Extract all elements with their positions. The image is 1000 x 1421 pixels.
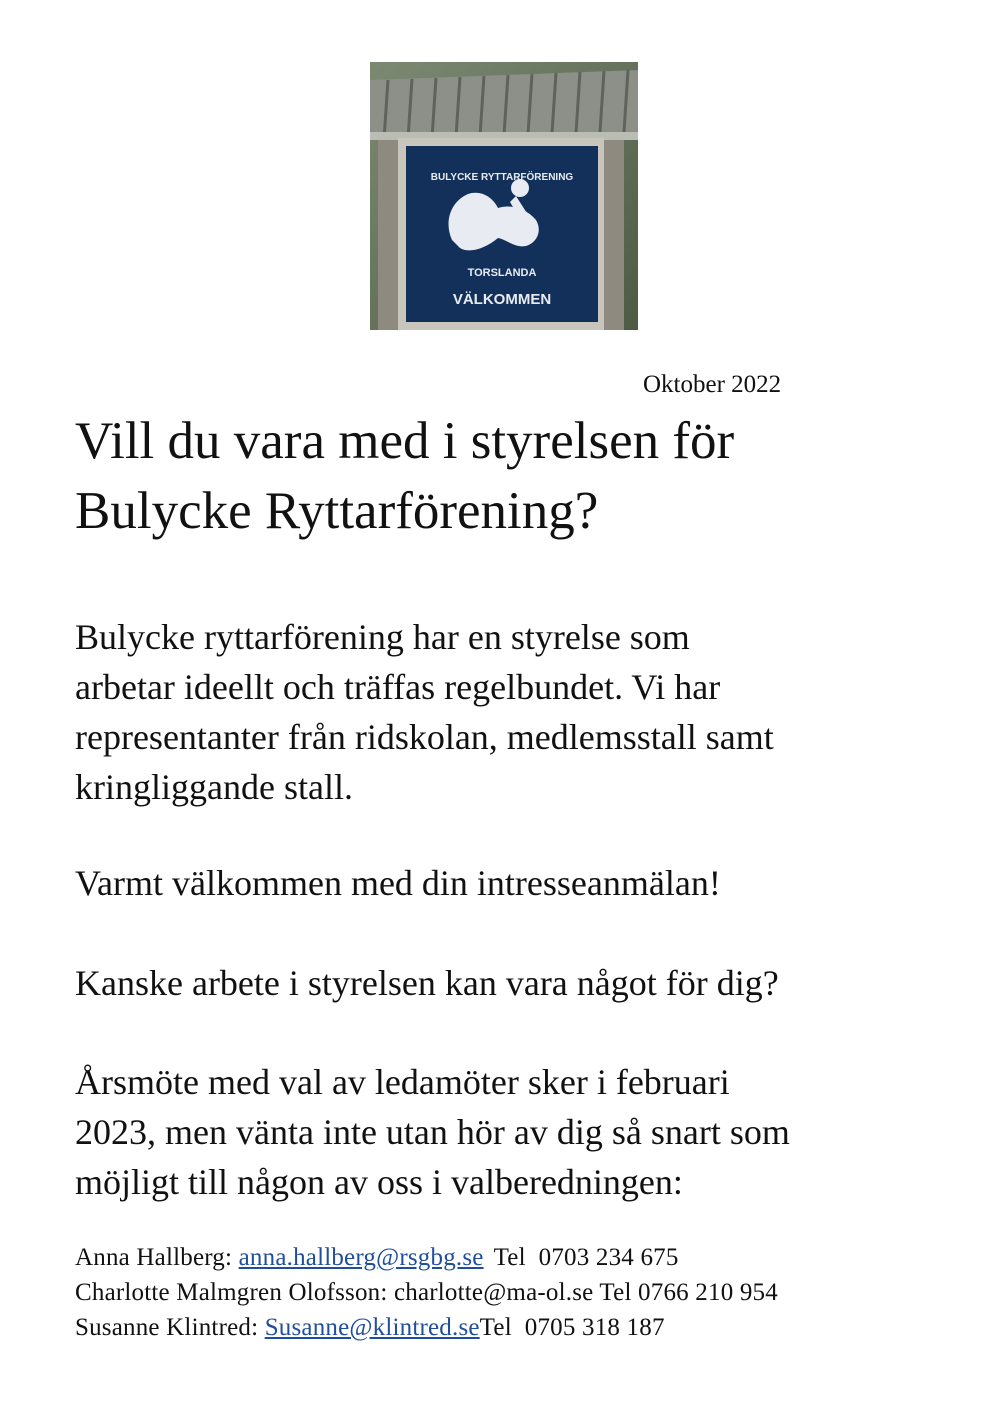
intro-line-2: arbetar ideellt och träffas regelbundet. Vi har — [75, 667, 721, 707]
contact-phone: Tel 0766 210 954 — [599, 1279, 778, 1306]
title-line-2: Bulycke Ryttarförening? — [75, 482, 599, 540]
document-date: Oktober 2022 — [643, 371, 782, 398]
contact-row — [75, 1275, 778, 1310]
contact-row — [75, 1310, 778, 1345]
question-paragraph — [75, 958, 955, 1008]
contact-phone: Tel 0703 234 675 — [493, 1244, 679, 1271]
contact-email-link[interactable]: anna.hallberg@rsgbg.se — [238, 1244, 484, 1271]
contact-email: charlotte@ma-ol.se — [393, 1279, 594, 1306]
sign-illustration — [370, 62, 638, 330]
meeting-line-1: Årsmöte med val av ledamöter sker i februari — [75, 1062, 730, 1102]
contact-row — [75, 1240, 778, 1275]
intro-line-4: kringliggande stall. — [75, 767, 353, 807]
contact-list — [75, 1240, 778, 1345]
document-title — [75, 406, 955, 546]
intro-paragraph — [75, 612, 955, 812]
welcome-line: Varmt välkommen med din intresseanmälan! — [75, 863, 721, 903]
question-line: Kanske arbete i styrelsen kan vara något för dig? — [75, 963, 779, 1003]
meeting-line-3: möjligt till någon av oss i valberedningen: — [75, 1162, 683, 1202]
title-line-1: Vill du vara med i styrelsen för — [75, 412, 735, 470]
sign-text-location: TORSLANDA — [467, 267, 537, 279]
intro-line-1: Bulycke ryttarförening har en styrelse som — [75, 617, 690, 657]
sign-text-welcome: VÄLKOMMEN — [452, 291, 552, 308]
contact-email-link[interactable]: Susanne@klintred.se — [264, 1314, 480, 1341]
welcome-paragraph — [75, 858, 955, 908]
contact-phone: Tel 0705 318 187 — [479, 1314, 665, 1341]
welcome-sign-photo — [370, 62, 638, 330]
contact-name: Susanne Klintred: — [75, 1314, 259, 1341]
contact-name: Anna Hallberg: — [75, 1244, 233, 1271]
sign-text-arc: BULYCKE RYTTARFÖRENING — [430, 172, 574, 183]
meeting-line-2: 2023, men vänta inte utan hör av dig så snart som — [75, 1112, 790, 1152]
annual-meeting-paragraph — [75, 1057, 955, 1207]
contact-name: Charlotte Malmgren Olofsson: — [75, 1279, 388, 1306]
intro-line-3: representanter från ridskolan, medlemsstall samt — [75, 717, 774, 757]
